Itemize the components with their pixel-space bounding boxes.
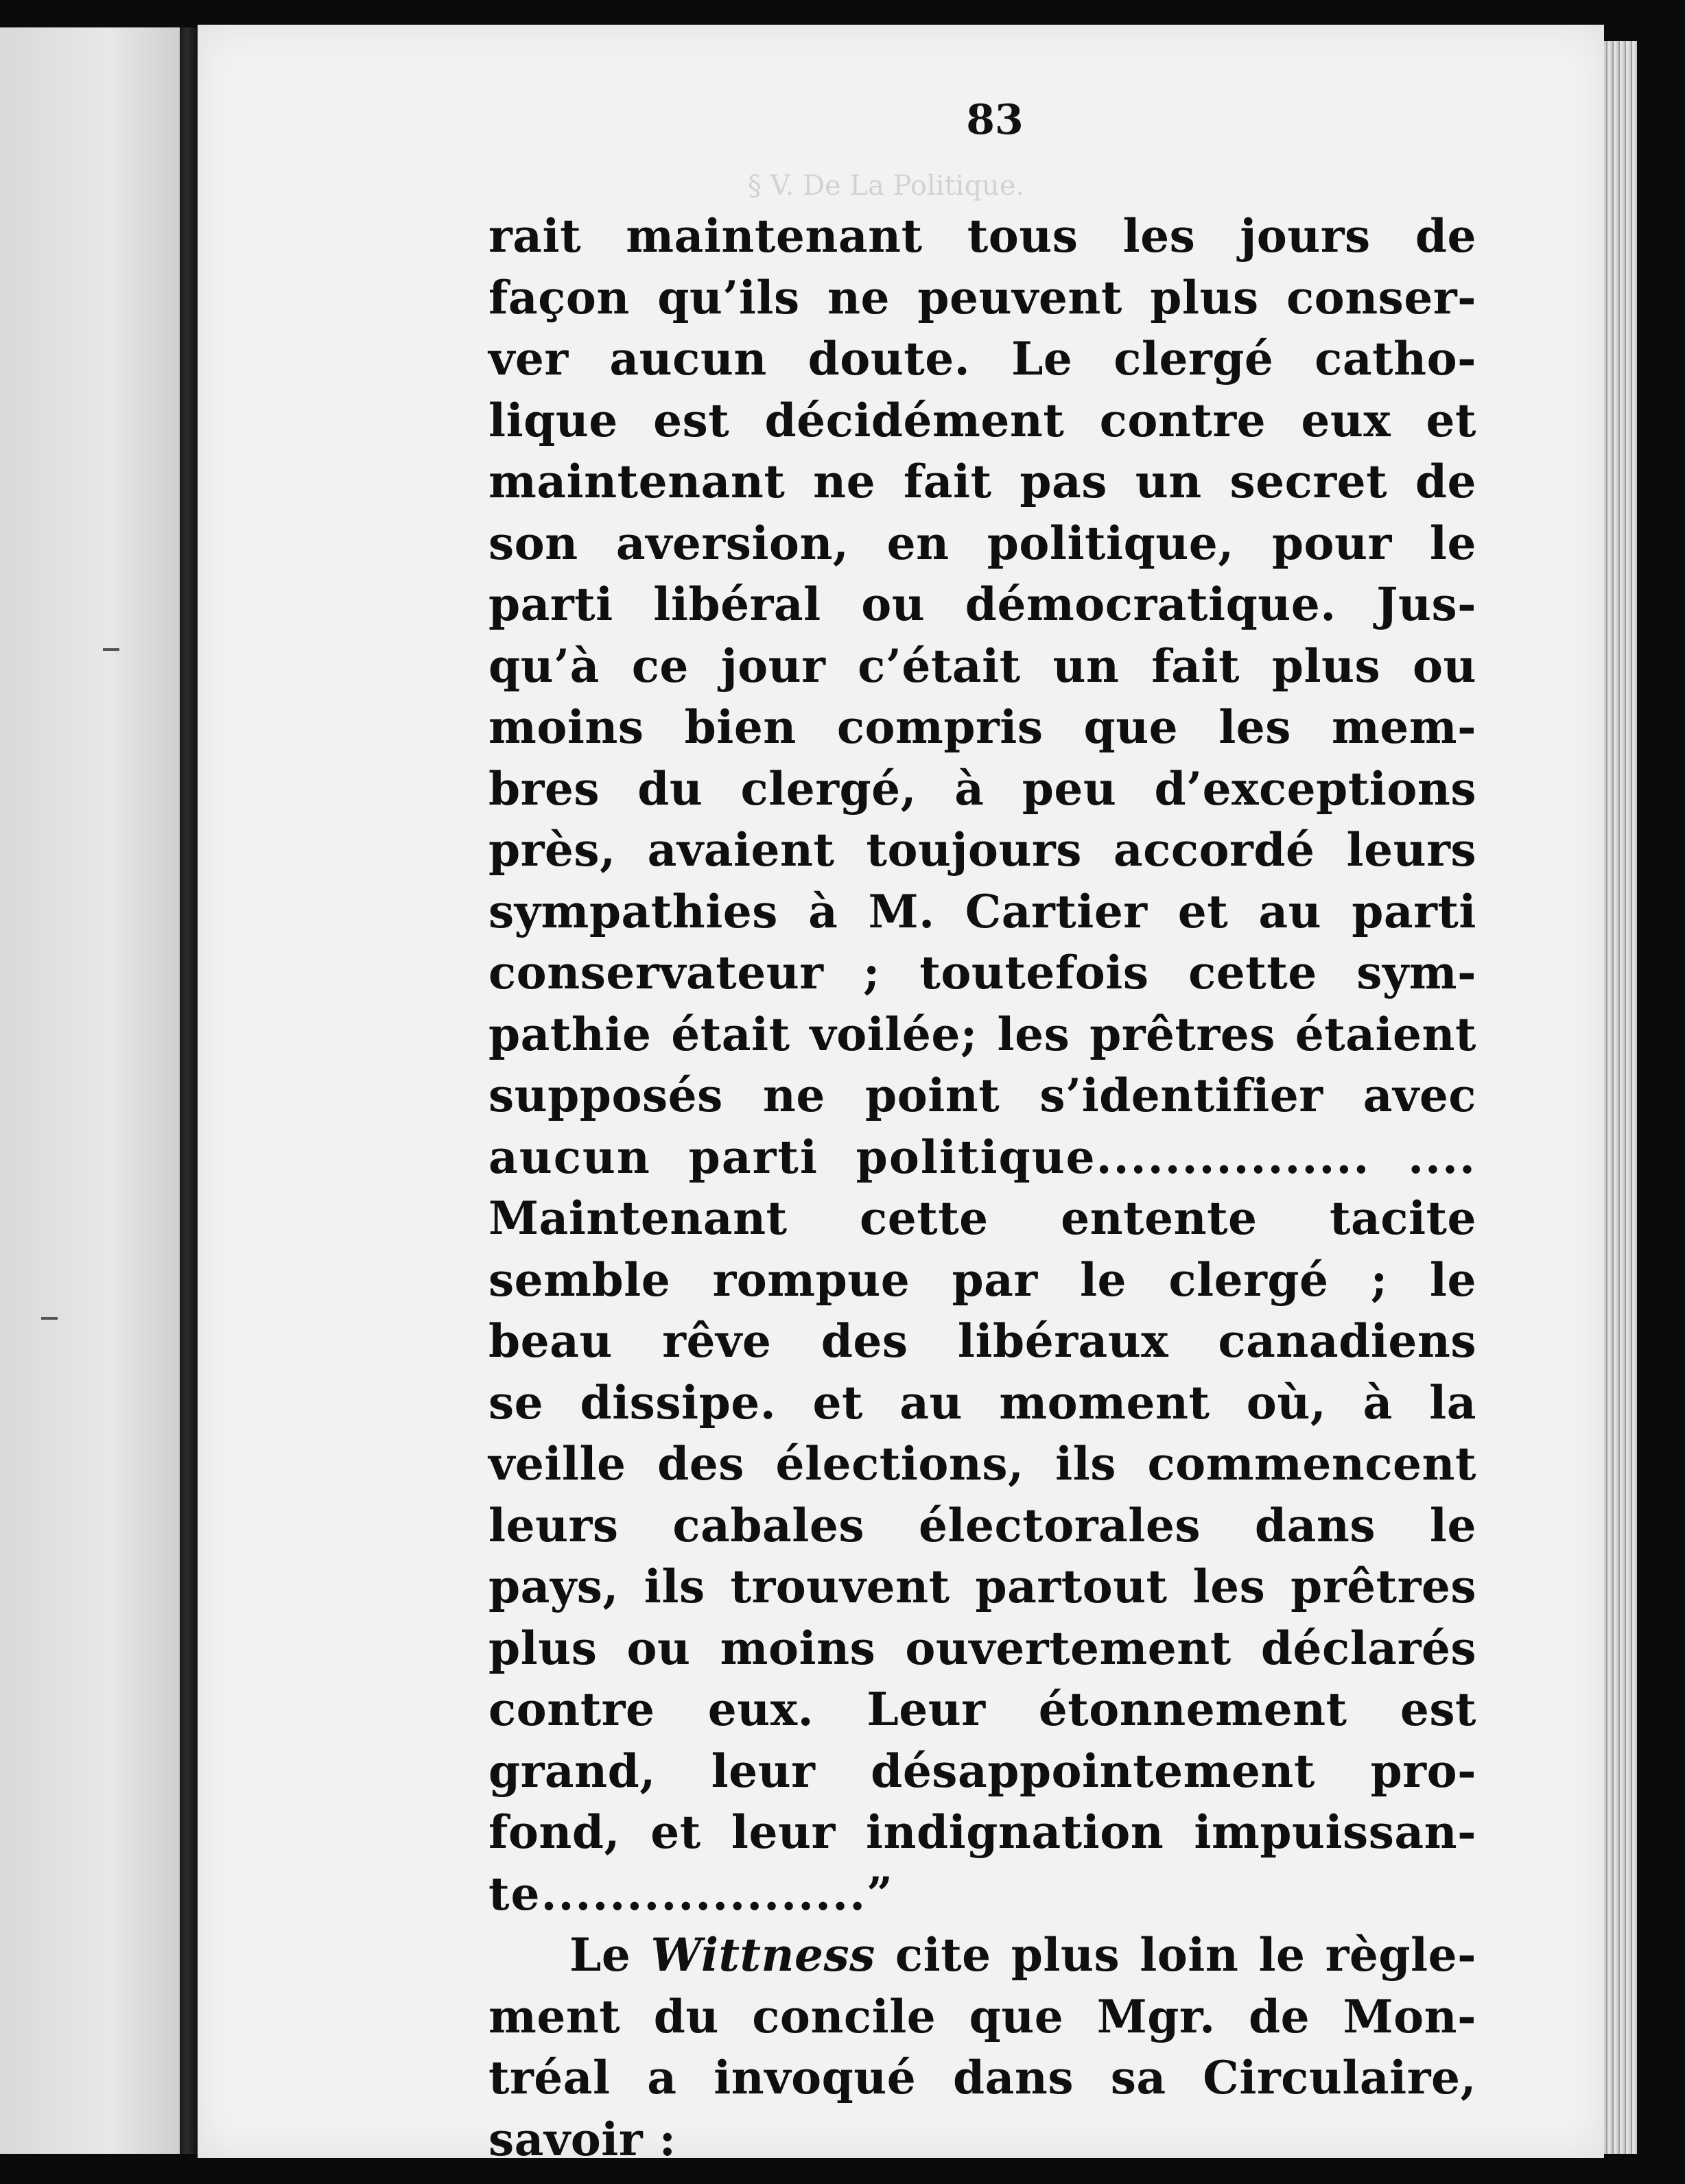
margin-mark	[41, 1317, 58, 1320]
previous-page-margin	[0, 27, 180, 2154]
text-line: semble rompue par le clergé ; le	[488, 1253, 1476, 1307]
text-line: qu’à ce jour c’était un fait plus ou	[488, 639, 1476, 693]
text-run: Le	[569, 1928, 651, 1982]
text-line: pays, ils trouvent partout les prêtres	[488, 1560, 1476, 1613]
text-line: ment du concile que Mgr. de Mon-	[488, 1989, 1476, 2043]
text-line: savoir :	[488, 2112, 676, 2166]
text-line: te...................”	[488, 1866, 895, 1921]
text-line: se dissipe. et au moment où, à la	[488, 1375, 1476, 1429]
text-run: cite plus loin le règle-	[875, 1928, 1476, 1982]
text-line: conservateur ; toutefois cette sym-	[488, 946, 1476, 999]
bleed-through-text: § V. De La Politique.	[748, 170, 1025, 202]
text-line: pathie était voilée; les prêtres étaient	[488, 1007, 1476, 1061]
text-line: leurs cabales électorales dans le	[488, 1498, 1476, 1552]
text-line: maintenant ne fait pas un secret de	[488, 455, 1476, 508]
margin-mark	[103, 648, 119, 651]
text-line: parti libéral ou démocratique. Jus-	[488, 578, 1476, 631]
text-line: sympathies à M. Cartier et au parti	[488, 884, 1476, 938]
text-line: contre eux. Leur étonnement est	[488, 1683, 1476, 1736]
text-line: bres du clergé, à peu d’exceptions	[488, 761, 1476, 816]
text-line: lique est décidément contre eux et	[488, 393, 1476, 447]
page-number: 83	[966, 96, 1024, 144]
text-line: son aversion, en politique, pour le	[488, 516, 1476, 570]
body-text	[488, 206, 1476, 2170]
text-line: grand, leur désappointement pro-	[488, 1744, 1476, 1798]
text-line: veille des élections, ils commencent	[488, 1437, 1476, 1491]
text-line: moins bien compris que les mem-	[488, 700, 1476, 754]
text-line: aucun parti politique................ ....	[488, 1130, 1476, 1184]
text-line: tréal a invoqué dans sa Circulaire,	[488, 2051, 1476, 2104]
text-line: façon qu’ils ne peuvent plus conser-	[488, 270, 1476, 324]
paragraph-first-line	[488, 1925, 1476, 1986]
text-line: Maintenant cette entente tacite	[488, 1191, 1476, 1245]
text-line: beau rêve des libéraux canadiens	[488, 1314, 1476, 1368]
text-line: ver aucun doute. Le clergé catho-	[488, 332, 1476, 385]
text-line: plus ou moins ouvertement déclarés	[488, 1621, 1476, 1675]
text-line: fond, et leur indignation impuissan-	[488, 1805, 1476, 1859]
italic-title: Wittness	[650, 1928, 875, 1982]
text-line: rait maintenant tous les jours de	[488, 209, 1476, 263]
text-line: supposés ne point s’identifier avec	[488, 1069, 1476, 1122]
book-gutter	[180, 27, 198, 2154]
page-stack-edge	[1604, 41, 1637, 2154]
text-line: près, avaient toujours accordé leurs	[488, 823, 1476, 877]
